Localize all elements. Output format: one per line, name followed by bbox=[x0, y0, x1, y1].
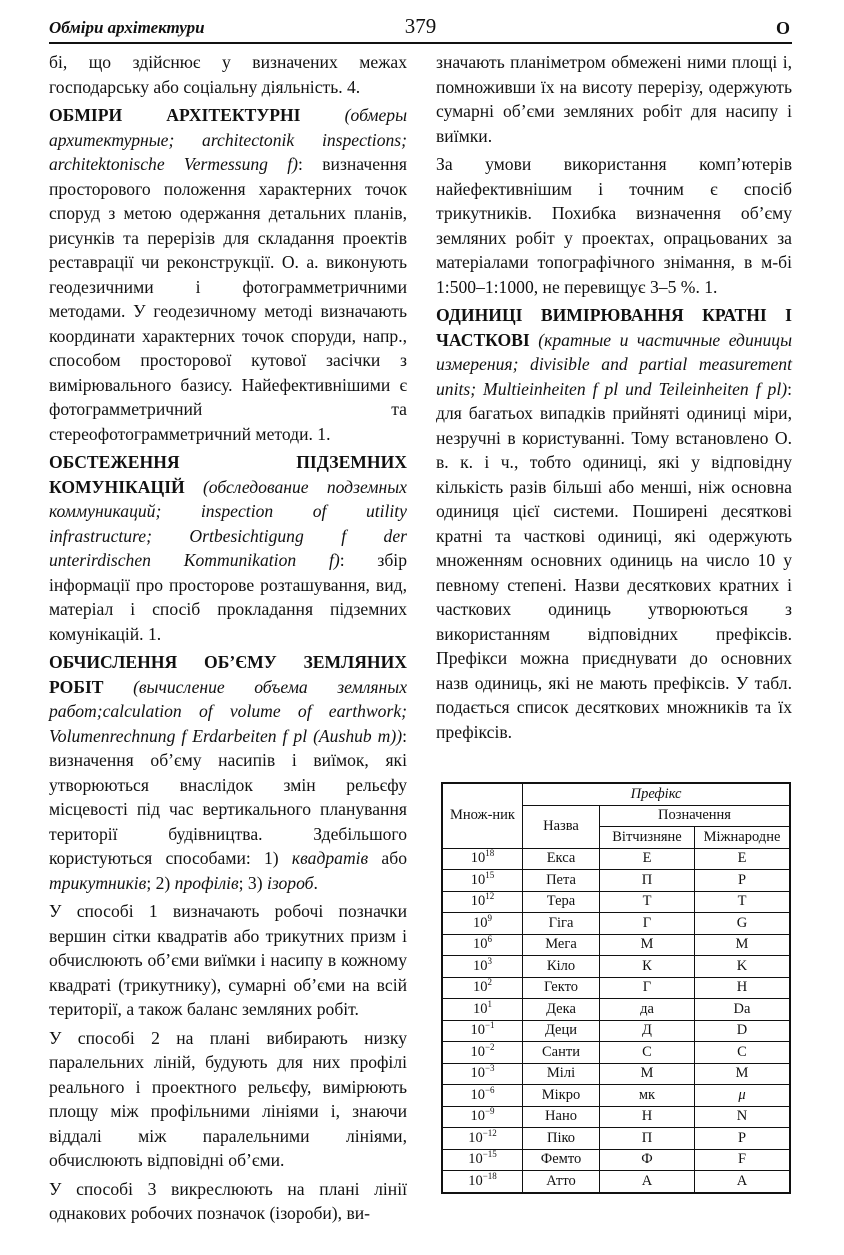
international-symbol-cell: N bbox=[695, 1106, 791, 1128]
prefix-name-cell: Атто bbox=[523, 1171, 600, 1193]
table-row bbox=[442, 1149, 790, 1171]
multiplier-cell bbox=[442, 1042, 523, 1064]
base-ten: 10 bbox=[468, 1172, 483, 1189]
prefix-name-cell: Кіло bbox=[523, 956, 600, 978]
base-ten: 10 bbox=[468, 1151, 483, 1168]
domestic-symbol-cell: Е bbox=[600, 848, 695, 870]
domestic-symbol-cell: Ф bbox=[600, 1149, 695, 1171]
table-row bbox=[442, 891, 790, 913]
base-ten: 10 bbox=[473, 957, 488, 974]
paragraph-computers: За умови використання комп’ютерів найефективнішим і точним є спосіб трикутників. Похибка визначення об’єму земляних робіт у проектах, опрацьованих за матеріалами топографічного знімання, в м-бі 1:500–1:1000, не перевищує 3–5 %. 1. bbox=[436, 154, 792, 297]
international-symbol-cell: Da bbox=[695, 999, 791, 1021]
entry-obchyslennia bbox=[49, 650, 407, 895]
text-fragment: або bbox=[368, 848, 407, 868]
method-link: квадратів bbox=[291, 848, 369, 868]
international-symbol-cell: G bbox=[695, 913, 791, 935]
multiplier-cell bbox=[442, 1020, 523, 1042]
table-row bbox=[442, 956, 790, 978]
prefix-name-cell: Мілі bbox=[523, 1063, 600, 1085]
multiplier-cell bbox=[442, 1128, 523, 1150]
international-symbol-cell: H bbox=[695, 977, 791, 999]
international-symbol-cell: P bbox=[695, 870, 791, 892]
international-symbol-cell: M bbox=[695, 934, 791, 956]
entry-odynytsi bbox=[436, 303, 792, 744]
exponent: −6 bbox=[484, 1084, 495, 1095]
entry-translations: (вычисление объема земляных работ;calculation of volume of earthwork; Volumenrechnung f Erdarbeiten f pl (Aushub m)) bbox=[49, 676, 407, 746]
prefix-name-cell: Піко bbox=[523, 1128, 600, 1150]
table-row bbox=[442, 848, 790, 870]
paragraph-method-1: У способі 1 визначають робочі позначки вершин сітки квадратів або трикутних призм і обчислюють об’єми виїмки і насипу в кожному квадраті (трикутнику), сумарні об’єми на всій території, а також баланс земляних робіт. bbox=[49, 901, 407, 1019]
entry-translations: (обследование подземных коммуникаций; inspection of utility infrastructure; Ortbesichtigung f der unterirdischen Kommunikation f) bbox=[49, 476, 407, 570]
header-name: Назва bbox=[523, 805, 600, 848]
international-symbol-cell: T bbox=[695, 891, 791, 913]
prefix-name-cell: Екса bbox=[523, 848, 600, 870]
table-row bbox=[442, 1020, 790, 1042]
international-symbol-cell: E bbox=[695, 848, 791, 870]
table-row bbox=[442, 1171, 790, 1193]
entry-obstezhennia bbox=[49, 450, 407, 646]
international-symbol-cell: F bbox=[695, 1149, 791, 1171]
exponent: −2 bbox=[484, 1041, 495, 1052]
exponent: −1 bbox=[484, 1020, 495, 1031]
base-ten: 10 bbox=[470, 871, 486, 888]
paragraph-method-3: У способі 3 викреслюють на плані лінії однакових робочих позначок (ізороби), ви- bbox=[49, 1178, 407, 1223]
prefix-name-cell: Деци bbox=[523, 1020, 600, 1042]
exponent: 12 bbox=[485, 891, 495, 902]
entry-definition: : визначення об’єму насипів і виїмок, які утворюються внаслідок змін рельєфу місцевості під час вертикального планування території будівництва. Здебільшого користуються способами: 1) bbox=[49, 725, 407, 868]
domestic-symbol-cell: С bbox=[600, 1042, 695, 1064]
domestic-symbol-cell: да bbox=[600, 999, 695, 1021]
prefix-name-cell: Дека bbox=[523, 999, 600, 1021]
international-symbol-cell: C bbox=[695, 1042, 791, 1064]
prefix-name-cell: Гіга bbox=[523, 913, 600, 935]
multiplier-cell bbox=[442, 956, 523, 978]
base-ten: 10 bbox=[470, 1108, 485, 1125]
multiplier-cell bbox=[442, 913, 523, 935]
table-row bbox=[442, 1128, 790, 1150]
multiplier-cell bbox=[442, 891, 523, 913]
base-ten: 10 bbox=[473, 936, 488, 953]
left-column bbox=[49, 50, 407, 1230]
international-symbol-cell: D bbox=[695, 1020, 791, 1042]
prefix-name-cell: Нано bbox=[523, 1106, 600, 1128]
right-column bbox=[436, 50, 792, 748]
prefix-table bbox=[441, 782, 791, 1194]
table-row bbox=[442, 913, 790, 935]
prefix-name-cell: Мікро bbox=[523, 1085, 600, 1107]
running-head-title: Обміри архітектури bbox=[49, 18, 205, 37]
table-row bbox=[442, 1063, 790, 1085]
domestic-symbol-cell: К bbox=[600, 956, 695, 978]
multiplier-cell bbox=[442, 848, 523, 870]
exponent: −15 bbox=[482, 1149, 497, 1160]
domestic-symbol-cell: Г bbox=[600, 913, 695, 935]
entry-definition: : збір інформації про просторове розташування, вид, матеріал і спосіб прокладання підземних комунікацій. 1. bbox=[49, 550, 407, 644]
base-ten: 10 bbox=[473, 979, 488, 996]
domestic-symbol-cell: Д bbox=[600, 1020, 695, 1042]
entry-translations: (кратные и частичные единицы измерения; divisible and partial measurement units; Multieinheiten f pl und Teileinheiten f pl) bbox=[436, 329, 792, 399]
multiplier-cell bbox=[442, 1085, 523, 1107]
exponent: 1 bbox=[487, 998, 492, 1009]
entry-term: ОДИНИЦІ ВИМІРЮВАННЯ КРАТНІ І ЧАСТКОВІ bbox=[436, 305, 792, 350]
entry-term: ОБЧИСЛЕННЯ ОБ’ЄМУ ЗЕМЛЯНИХ РОБІТ bbox=[49, 652, 407, 697]
prefix-name-cell: Санти bbox=[523, 1042, 600, 1064]
entry-term: ОБМІРИ АРХІТЕКТУРНІ bbox=[49, 105, 301, 125]
page-number: 379 bbox=[404, 14, 437, 38]
international-symbol-cell: K bbox=[695, 956, 791, 978]
international-symbol-cell: P bbox=[695, 1128, 791, 1150]
prefix-name-cell: Фемто bbox=[523, 1149, 600, 1171]
exponent: 18 bbox=[485, 848, 495, 859]
exponent: 15 bbox=[485, 869, 495, 880]
entry-definition: : визначення просторового положення характерних точок споруд з метою одержання детальних планів, рисунків та перерізів для складання проектів реставрації чи реконструкції. О. а. виконують геодезичними і фотограмметричними методами. У геодезичному методі визначають координати характерних точок споруди, напр., способом просторової кутової засічки з вимірювального базису. Найефективнішими є фотограмметричний та стереофотограмметричний методи. 1. bbox=[49, 154, 407, 444]
entry-translations: (обмеры архитектурные; architectonik inspections; architektonische Vermessung f) bbox=[49, 105, 407, 174]
exponent: −9 bbox=[484, 1106, 495, 1117]
domestic-symbol-cell: А bbox=[600, 1171, 695, 1193]
entry-definition: : для багатьох випадків прийняті одиниці міри, незручні в користуванні. Тому встановлено О. в. к. і ч., тобто одиниці, які у відповідну кількість разів більші або менші, ніж основна одиниця цієї системи. Поширені десяткові кратні та часткові одиниці, які одержують множенням основних одиниць на число 10 у певному степені. Назви десяткових кратних і часткових одиниць утворюються з використанням відповідних префіксів. Префікси можна приєднувати до основних назв одиниць, які не мають префіксів. У табл. подається список десяткових множників та їх префіксів. bbox=[436, 378, 792, 742]
multiplier-cell bbox=[442, 999, 523, 1021]
exponent: −12 bbox=[482, 1127, 497, 1138]
prefix-table-wrapper bbox=[441, 782, 791, 1194]
prefix-name-cell: Мега bbox=[523, 934, 600, 956]
base-ten: 10 bbox=[470, 1065, 485, 1082]
base-ten: 10 bbox=[473, 914, 488, 931]
prefix-table-body bbox=[442, 848, 790, 1193]
base-ten: 10 bbox=[468, 1129, 483, 1146]
base-ten: 10 bbox=[470, 1022, 485, 1039]
header-prefix: Префікс bbox=[523, 783, 791, 805]
entry-term: ОБСТЕЖЕННЯ ПІДЗЕМНИХ КОМУНІКАЦІЙ bbox=[49, 452, 407, 497]
prefix-name-cell: Гекто bbox=[523, 977, 600, 999]
header-designation: Позначення bbox=[600, 805, 791, 827]
domestic-symbol-cell: Г bbox=[600, 977, 695, 999]
multiplier-cell bbox=[442, 934, 523, 956]
base-ten: 10 bbox=[470, 850, 486, 867]
exponent: 9 bbox=[487, 912, 492, 923]
text-fragment: . bbox=[313, 872, 318, 893]
table-row bbox=[442, 1042, 790, 1064]
continued-paragraph: значають планіметром обмежені ними площі і, помноживши їх на висоту перерізу, одержують сумарні об’єми земляних робіт для насипу і виїмки. bbox=[436, 52, 792, 146]
method-link: трикутників bbox=[49, 872, 147, 893]
base-ten: 10 bbox=[470, 893, 486, 910]
base-ten: 10 bbox=[470, 1086, 485, 1103]
page-header bbox=[49, 14, 792, 44]
header-multiplier: Множ-ник bbox=[442, 783, 523, 848]
domestic-symbol-cell: М bbox=[600, 1063, 695, 1085]
multiplier-cell bbox=[442, 977, 523, 999]
multiplier-cell bbox=[442, 1106, 523, 1128]
base-ten: 10 bbox=[470, 1043, 485, 1060]
section-letter: О bbox=[775, 18, 790, 38]
multiplier-cell bbox=[442, 1149, 523, 1171]
table-row bbox=[442, 934, 790, 956]
exponent: 3 bbox=[487, 955, 492, 966]
international-symbol-cell: A bbox=[695, 1171, 791, 1193]
international-symbol-cell: μ bbox=[695, 1085, 791, 1107]
base-ten: 10 bbox=[473, 1000, 488, 1017]
header-international: Міжнародне bbox=[695, 827, 791, 849]
prefix-name-cell: Пета bbox=[523, 870, 600, 892]
paragraph-method-2: У способі 2 на плані вибирають низку паралельних ліній, будують для них профілі реального і проектного рельєфу, вимірюють площу між профільними лініями і, знаючи віддалі між паралельними лініями, обчислюють відповідні об’єми. bbox=[49, 1027, 407, 1170]
domestic-symbol-cell: мк bbox=[600, 1085, 695, 1107]
exponent: −3 bbox=[484, 1063, 495, 1074]
continued-paragraph: бі, що здійснює у визначених межах господарську або соціальну діяльність. 4. bbox=[49, 52, 407, 97]
table-row bbox=[442, 977, 790, 999]
domestic-symbol-cell: М bbox=[600, 934, 695, 956]
table-row bbox=[442, 1085, 790, 1107]
international-symbol-cell: M bbox=[695, 1063, 791, 1085]
table-row bbox=[442, 999, 790, 1021]
domestic-symbol-cell: П bbox=[600, 1128, 695, 1150]
multiplier-cell bbox=[442, 870, 523, 892]
method-link: профілів bbox=[174, 872, 239, 893]
prefix-name-cell: Тера bbox=[523, 891, 600, 913]
text-fragment: ; 2) bbox=[146, 872, 175, 893]
table-row bbox=[442, 1106, 790, 1128]
domestic-symbol-cell: Н bbox=[600, 1106, 695, 1128]
domestic-symbol-cell: П bbox=[600, 870, 695, 892]
header-domestic: Вітчизняне bbox=[600, 827, 695, 849]
exponent: −18 bbox=[482, 1170, 497, 1181]
exponent: 2 bbox=[487, 977, 492, 988]
table-row bbox=[442, 870, 790, 892]
entry-obmiry-arkhitekturni bbox=[49, 103, 407, 446]
domestic-symbol-cell: Т bbox=[600, 891, 695, 913]
text-fragment: ; 3) bbox=[238, 872, 267, 893]
exponent: 6 bbox=[487, 934, 492, 945]
method-link: ізороб bbox=[266, 872, 314, 893]
multiplier-cell bbox=[442, 1171, 523, 1193]
multiplier-cell bbox=[442, 1063, 523, 1085]
